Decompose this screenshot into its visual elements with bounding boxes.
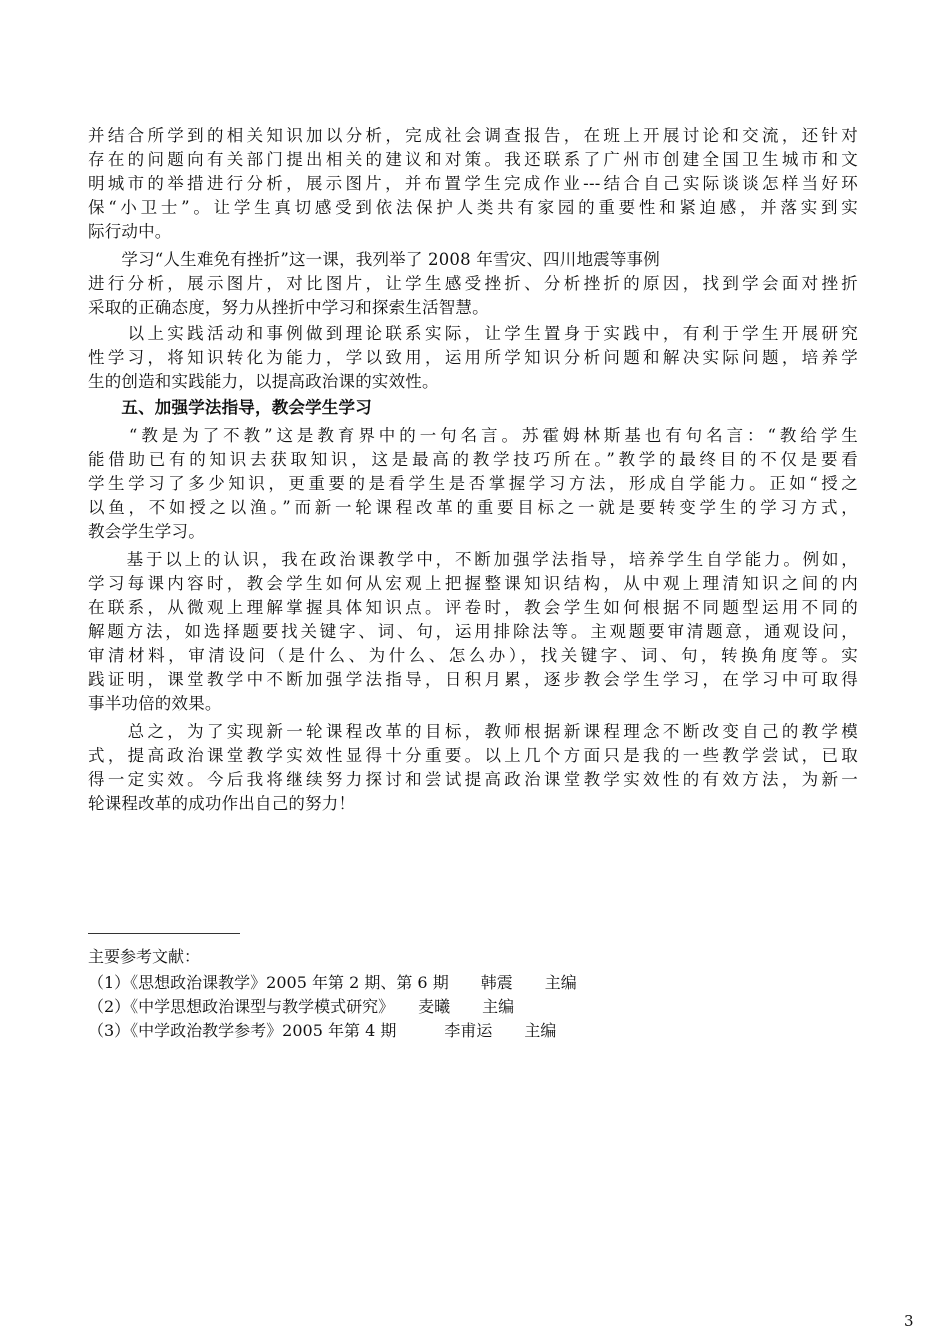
page-number: 3 bbox=[904, 1312, 914, 1330]
body-line: 教会学生学习。 bbox=[88, 522, 205, 541]
body-line: 采取的正确态度，努力从挫折中学习和探索生活智慧。 bbox=[88, 298, 489, 317]
body-line: 基于以上的认识，我在政治课教学中，不断加强学法指导，培养学生自学能力。例如， bbox=[88, 550, 858, 569]
body-line: 能借助已有的知识去获取知识，这是最高的教学技巧所在。”教学的最终目的不仅是要看 bbox=[88, 450, 858, 469]
body-line: 得一定实效。今后我将继续努力探讨和尝试提高政治课堂教学实效性的有效方法，为新一 bbox=[88, 770, 858, 789]
body-line: 学习每课内容时，教会学生如何从宏观上把握整课知识结构，从中观上理清知识之间的内 bbox=[88, 574, 858, 593]
body-line: 以上实践活动和事例做到理论联系实际，让学生置身于实践中，有利于学生开展研究 bbox=[88, 324, 858, 343]
body-line: 以鱼，不如授之以渔。”而新一轮课程改革的重要目标之一就是要转变学生的学习方式， bbox=[88, 498, 858, 517]
body-line: 总之，为了实现新一轮课程改革的目标，教师根据新课程理念不断改变自己的教学模 bbox=[88, 722, 858, 741]
body-line: 生的创造和实践能力，以提高政治课的实效性。 bbox=[88, 372, 439, 391]
body-line: 际行动中。 bbox=[88, 222, 172, 241]
reference-item: （2）《中学思想政治课型与教学模式研究》 麦曦 主编 bbox=[88, 997, 515, 1016]
references-title: 主要参考文献： bbox=[88, 947, 201, 966]
footnote-separator bbox=[88, 933, 240, 934]
section-heading: 五、加强学法指导，教会学生学习 bbox=[88, 398, 372, 417]
body-line: 明城市的举措进行分析，展示图片，并布置学生完成作业---结合自己实际谈谈怎样当好环 bbox=[88, 174, 858, 193]
body-line: 并结合所学到的相关知识加以分析，完成社会调查报告，在班上开展讨论和交流，还针对 bbox=[88, 126, 858, 145]
body-line: 性学习，将知识转化为能力，学以致用，运用所学知识分析问题和解决实际问题，培养学 bbox=[88, 348, 858, 367]
reference-item: （3）《中学政治教学参考》2005 年第 4 期 李甫运 主编 bbox=[88, 1021, 557, 1040]
reference-item: （1）《思想政治课教学》2005 年第 2 期、第 6 期 韩震 主编 bbox=[88, 973, 577, 992]
body-line: 学生学习了多少知识，更重要的是看学生是否掌握学习方法，形成自学能力。正如“授之 bbox=[88, 474, 858, 493]
body-line: 轮课程改革的成功作出自己的努力！ bbox=[88, 794, 356, 813]
body-line: 学习“人生难免有挫折”这一课，我列举了 2008 年雪灾、四川地震等事例 bbox=[88, 250, 660, 269]
body-line: “教是为了不教”这是教育界中的一句名言。苏霍姆林斯基也有句名言：“教给学生 bbox=[88, 426, 858, 445]
body-line: 式，提高政治课堂教学实效性显得十分重要。以上几个方面只是我的一些教学尝试，已取 bbox=[88, 746, 858, 765]
body-line: 践证明，课堂教学中不断加强学法指导，日积月累，逐步教会学生学习，在学习中可取得 bbox=[88, 670, 858, 689]
body-line: 在联系，从微观上理解掌握具体知识点。评卷时，教会学生如何根据不同题型运用不同的 bbox=[88, 598, 858, 617]
body-line: 存在的问题向有关部门提出相关的建议和对策。我还联系了广州市创建全国卫生城市和文 bbox=[88, 150, 858, 169]
body-line: 解题方法，如选择题要找关键字、词、句，运用排除法等。主观题要审清题意，通观设问， bbox=[88, 622, 858, 641]
body-line: 进行分析，展示图片，对比图片，让学生感受挫折、分析挫折的原因，找到学会面对挫折 bbox=[88, 274, 858, 293]
body-line: 审清材料，审清设问（是什么、为什么、怎么办），找关键字、词、句，转换角度等。实 bbox=[88, 646, 858, 665]
body-line: 保“小卫士”。让学生真切感受到依法保护人类共有家园的重要性和紧迫感，并落实到实 bbox=[88, 198, 858, 217]
body-line: 事半功倍的效果。 bbox=[88, 694, 222, 713]
